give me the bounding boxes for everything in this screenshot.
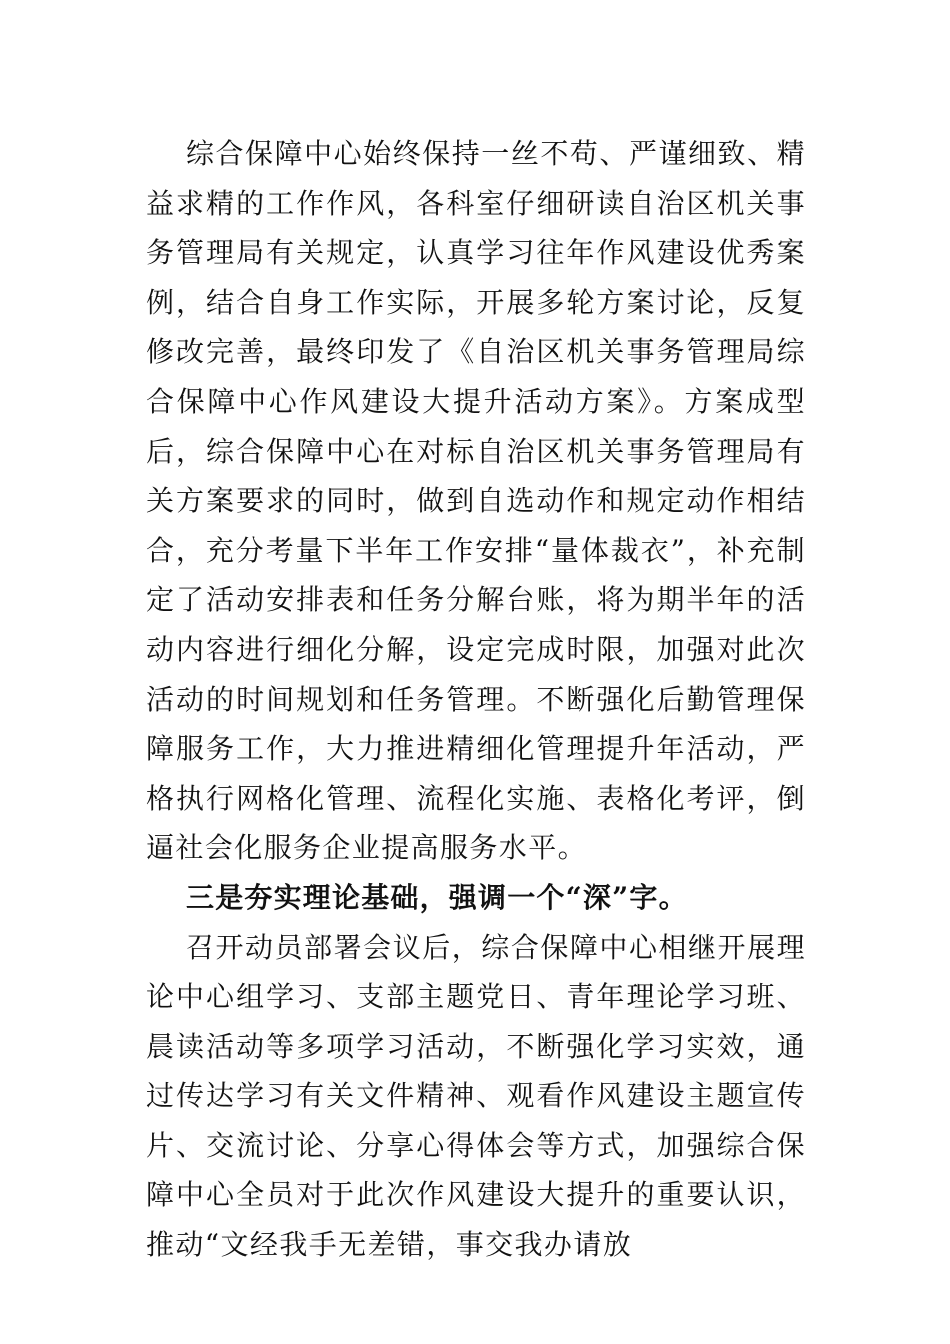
body-paragraph: 召开动员部署会议后，综合保障中心相继开展理论中心组学习、支部主题党日、青年理论学习班、晨读活动等多项学习活动，不断强化学习实效，通过传达学习有关文件精神、观看作风建设主题宣传片、交流讨论、分享心得体会等方式，加强综合保障中心全员对于此次作风建设大提升的重要认识，推动“文经我手无差错，事交我办请放 bbox=[146, 930, 806, 1262]
section-heading: 三是夯实理论基础，强调一个“深”字。 bbox=[186, 880, 688, 914]
body-paragraph: 综合保障中心始终保持一丝不苟、严谨细致、精益求精的工作作风，各科室仔细研读自治区机关事务管理局有关规定，认真学习往年作风建设优秀案例，结合自身工作实际，开展多轮方案讨论，反复修改完善，最终印发了《自治区机关事务管理局综合保障中心作风建设大提升活动方案》。方案成型后，综合保障中心在对标自治区机关事务管理局有关方案要求的同时，做到自选动作和规定动作相结合，充分考量下半年工作安排“量体裁衣”，补充制定了活动安排表和任务分解台账，将为期半年的活动内容进行细化分解，设定完成时限，加强对此次活动的时间规划和任务管理。不断强化后勤管理保障服务工作，大力推进精细化管理提升年活动，严格执行网格化管理、流程化实施、表格化考评，倒逼社会化服务企业提高服务水平。 bbox=[146, 137, 806, 865]
document-body bbox=[146, 129, 806, 1270]
